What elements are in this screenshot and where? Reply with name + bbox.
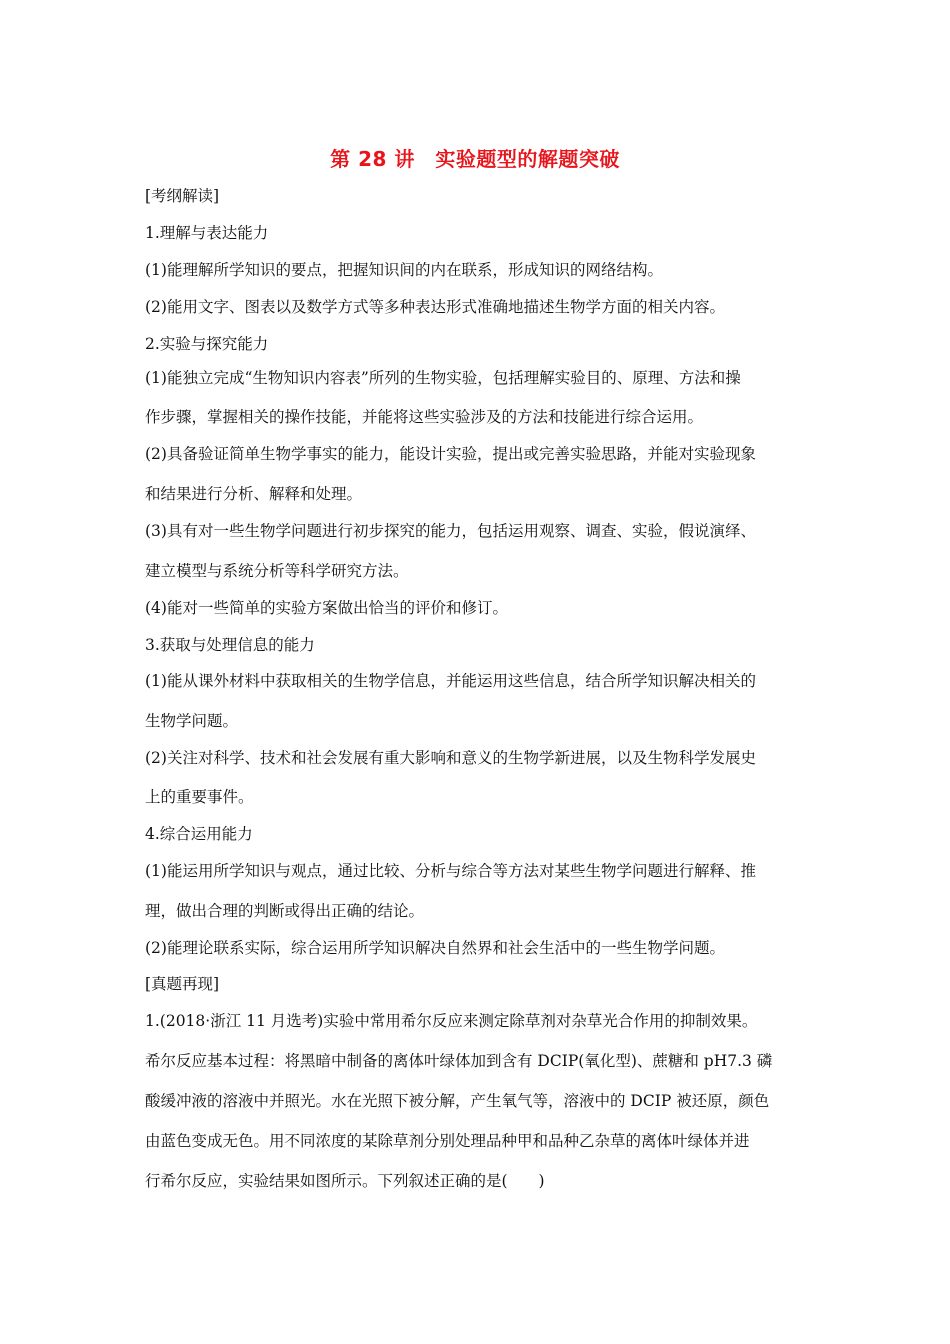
text-line: (1)能独立完成“生物知识内容表”所列的生物实验，包括理解实验目的、原理、方法和操 (145, 369, 741, 387)
section-heading: [真题再现] (145, 975, 220, 993)
page-title: 第 28 讲 实验题型的解题突破 (330, 147, 620, 171)
ability-heading: 1.理解与表达能力 (145, 224, 269, 242)
section-heading: [考纲解读] (145, 187, 220, 205)
text-line: (2)关注对科学、技术和社会发展有重大影响和意义的生物学新进展，以及生物科学发展史 (145, 749, 756, 767)
question-text: 希尔反应基本过程：将黑暗中制备的离体叶绿体加到含有 DCIP(氧化型)、蔗糖和 pH7.3 磷 (145, 1052, 773, 1070)
question-text: 1.(2018·浙江 11 月选考)实验中常用希尔反应来测定除草剂对杂草光合作用的抑制效果。 (145, 1012, 758, 1030)
text-line: 生物学问题。 (145, 712, 239, 730)
ability-heading: 3.获取与处理信息的能力 (145, 636, 315, 654)
text-line: (3)具有对一些生物学问题进行初步探究的能力，包括运用观察、调查、实验，假说演绎、 (145, 522, 756, 540)
text-line: 上的重要事件。 (145, 788, 254, 806)
text-line: (1)能从课外材料中获取相关的生物学信息，并能运用这些信息，结合所学知识解决相关的 (145, 672, 756, 690)
text-line: (2)具备验证简单生物学事实的能力，能设计实验，提出或完善实验思路，并能对实验现象 (145, 445, 756, 463)
ability-heading: 2.实验与探究能力 (145, 335, 269, 353)
question-text: 由蓝色变成无色。用不同浓度的某除草剂分别处理品种甲和品种乙杂草的离体叶绿体并进 (145, 1132, 750, 1150)
question-text: 酸缓冲液的溶液中并照光。水在光照下被分解，产生氧气等，溶液中的 DCIP 被还原，颜色 (145, 1092, 770, 1110)
question-text: 行希尔反应，实验结果如图所示。下列叙述正确的是( ) (145, 1172, 545, 1190)
text-line: 作步骤，掌握相关的操作技能，并能将这些实验涉及的方法和技能进行综合运用。 (145, 408, 704, 426)
text-line: (2)能理论联系实际，综合运用所学知识解决自然界和社会生活中的一些生物学问题。 (145, 939, 725, 957)
text-line: 和结果进行分析、解释和处理。 (145, 485, 363, 503)
text-line: (2)能用文字、图表以及数学方式等多种表达形式准确地描述生物学方面的相关内容。 (145, 298, 725, 316)
text-line: (1)能运用所学知识与观点，通过比较、分析与综合等方法对某些生物学问题进行解释、推 (145, 862, 756, 880)
text-line: (4)能对一些简单的实验方案做出恰当的评价和修订。 (145, 599, 508, 617)
text-line: (1)能理解所学知识的要点，把握知识间的内在联系，形成知识的网络结构。 (145, 261, 663, 279)
text-line: 理，做出合理的判断或得出正确的结论。 (145, 902, 425, 920)
text-line: 建立模型与系统分析等科学研究方法。 (145, 562, 409, 580)
ability-heading: 4.综合运用能力 (145, 825, 253, 843)
